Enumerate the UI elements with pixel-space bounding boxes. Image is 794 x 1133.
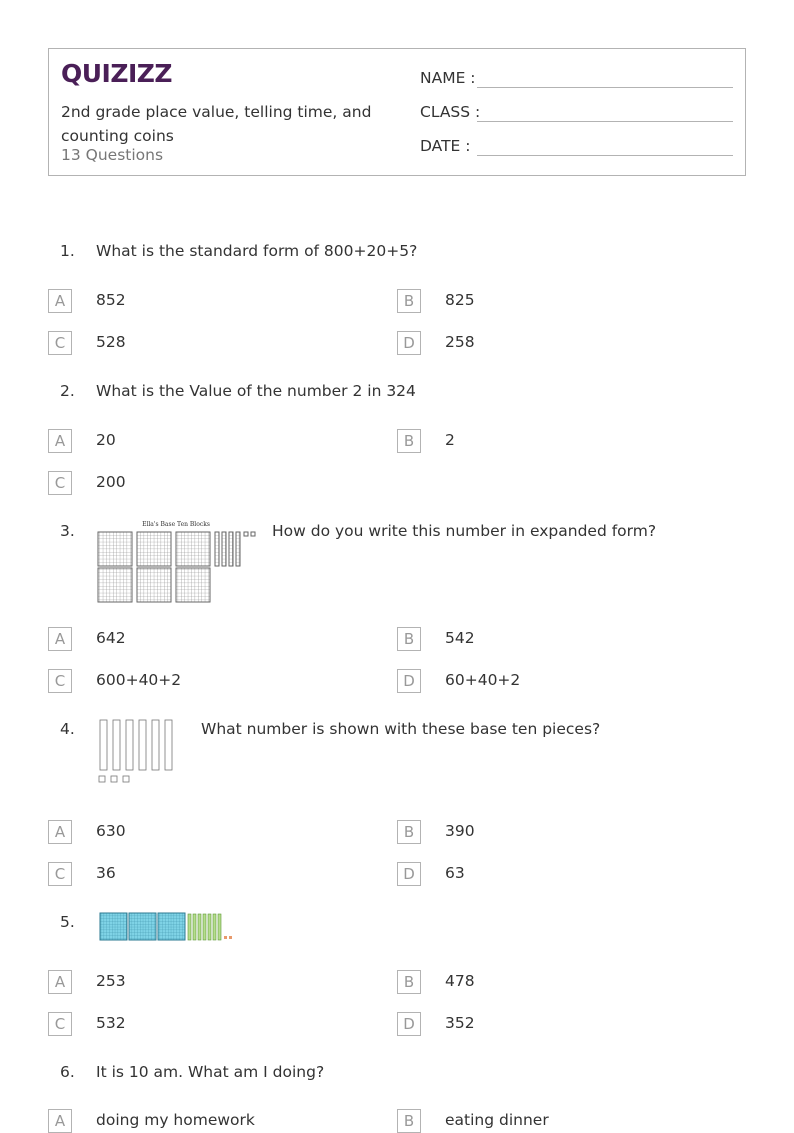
option-letter[interactable]: B bbox=[397, 429, 421, 453]
option-text: 852 bbox=[96, 291, 126, 309]
image-caption: Ella's Base Ten Blocks bbox=[142, 521, 210, 528]
question-number: 1. bbox=[60, 242, 75, 260]
question-count: 13 Questions bbox=[61, 146, 164, 164]
question-text: How do you write this number in expanded form? bbox=[272, 522, 657, 540]
option-text: 258 bbox=[445, 333, 475, 351]
class-label: CLASS : bbox=[420, 103, 481, 121]
option-letter[interactable]: C bbox=[48, 862, 72, 886]
option-text: 36 bbox=[96, 864, 116, 882]
question-text: What number is shown with these base ten pieces? bbox=[201, 720, 601, 738]
base-ten-blocks-image bbox=[96, 518, 260, 604]
option-text: 630 bbox=[96, 822, 126, 840]
question-text: It is 10 am. What am I doing? bbox=[96, 1063, 325, 1081]
option-text: 200 bbox=[96, 473, 126, 491]
option-letter[interactable]: C bbox=[48, 331, 72, 355]
option-letter[interactable]: A bbox=[48, 970, 72, 994]
base-ten-rods-image bbox=[96, 716, 186, 786]
option-text: 825 bbox=[445, 291, 475, 309]
option-text: eating dinner bbox=[445, 1111, 549, 1129]
name-label: NAME : bbox=[420, 69, 476, 87]
option-letter[interactable]: A bbox=[48, 820, 72, 844]
class-field[interactable] bbox=[420, 103, 480, 121]
option-letter[interactable]: C bbox=[48, 1012, 72, 1036]
date-label: DATE : bbox=[420, 137, 471, 155]
option-text: 60+40+2 bbox=[445, 671, 521, 689]
date-field[interactable] bbox=[420, 137, 470, 155]
option-letter[interactable]: B bbox=[397, 820, 421, 844]
question-text: What is the standard form of 800+20+5? bbox=[96, 242, 418, 260]
question-number: 4. bbox=[60, 720, 75, 738]
name-field[interactable] bbox=[420, 69, 476, 87]
option-text: 528 bbox=[96, 333, 126, 351]
option-text: 532 bbox=[96, 1014, 126, 1032]
option-letter[interactable]: B bbox=[397, 1109, 421, 1133]
option-letter[interactable]: A bbox=[48, 627, 72, 651]
worksheet-title: 2nd grade place value, telling time, and counting coins bbox=[61, 103, 372, 145]
name-line bbox=[477, 87, 733, 88]
question-number: 3. bbox=[60, 522, 75, 540]
worksheet-header bbox=[48, 48, 746, 176]
option-letter[interactable]: A bbox=[48, 1109, 72, 1133]
option-text: 642 bbox=[96, 629, 126, 647]
option-text: 542 bbox=[445, 629, 475, 647]
option-letter[interactable]: D bbox=[397, 669, 421, 693]
option-letter[interactable]: B bbox=[397, 627, 421, 651]
option-text: 63 bbox=[445, 864, 465, 882]
option-text: 352 bbox=[445, 1014, 475, 1032]
question-number: 2. bbox=[60, 382, 75, 400]
option-text: 390 bbox=[445, 822, 475, 840]
option-text: 600+40+2 bbox=[96, 671, 182, 689]
option-text: 2 bbox=[445, 431, 455, 449]
question-number: 6. bbox=[60, 1063, 75, 1081]
question-text: What is the Value of the number 2 in 324 bbox=[96, 382, 416, 400]
option-text: 20 bbox=[96, 431, 116, 449]
option-text: doing my homework bbox=[96, 1111, 255, 1129]
class-line bbox=[477, 121, 733, 122]
option-text: 478 bbox=[445, 972, 475, 990]
option-letter[interactable]: A bbox=[48, 429, 72, 453]
colored-base-ten-image bbox=[98, 910, 238, 946]
option-letter[interactable]: D bbox=[397, 862, 421, 886]
option-letter[interactable]: B bbox=[397, 970, 421, 994]
option-letter[interactable]: D bbox=[397, 331, 421, 355]
option-letter[interactable]: C bbox=[48, 669, 72, 693]
option-letter[interactable]: A bbox=[48, 289, 72, 313]
option-text: 253 bbox=[96, 972, 126, 990]
question-number: 5. bbox=[60, 913, 75, 931]
option-letter[interactable]: C bbox=[48, 471, 72, 495]
quizizz-logo: QUIZIZZ bbox=[61, 59, 173, 88]
date-line bbox=[477, 155, 733, 156]
option-letter[interactable]: B bbox=[397, 289, 421, 313]
option-letter[interactable]: D bbox=[397, 1012, 421, 1036]
